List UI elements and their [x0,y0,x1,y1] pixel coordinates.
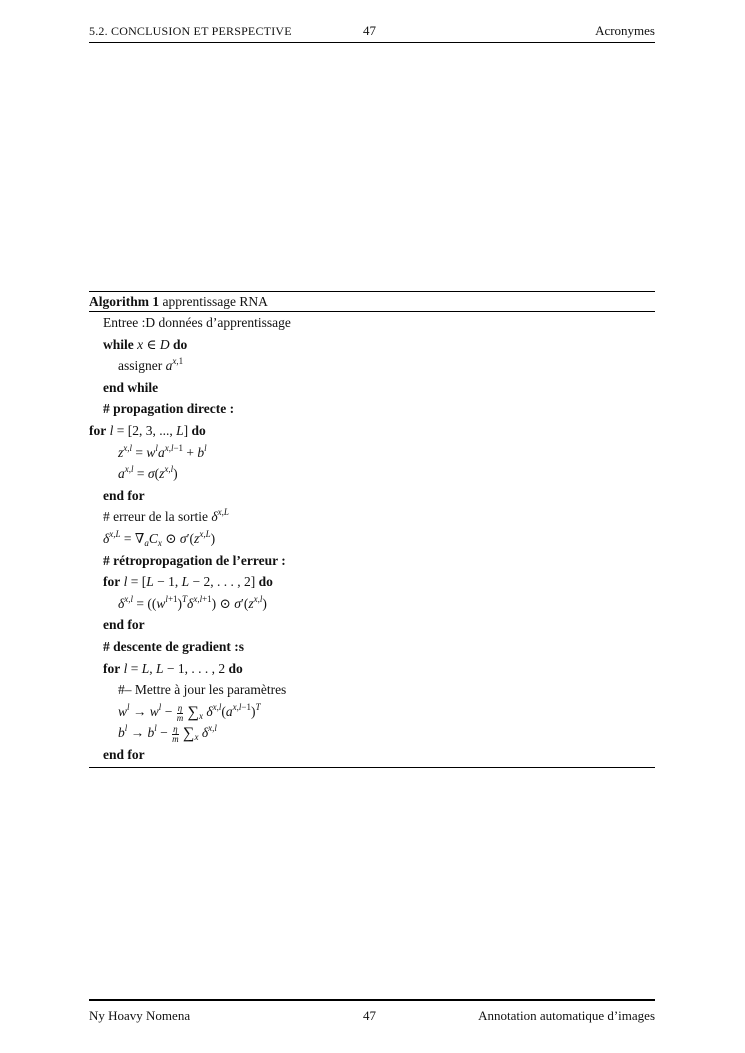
assign-text: assigner [118,358,163,374]
math-for-range-3: l = L, L − 1, . . . , 2 [123,660,226,676]
header-page-number: 47 [363,23,376,38]
math-delta-xl: $\delta^{x,L}$ [211,507,229,525]
algorithm-title: apprentissage RNA [162,294,268,309]
algorithm-label: Algorithm 1 [89,294,160,309]
algo-line-assign [89,357,655,379]
header-chapter: Acronymes [595,23,655,38]
comment-propagation: # propagation directe : [103,401,235,417]
algo-line-while [89,336,655,358]
header-section: 5.2. CONCLUSION ET PERSPECTIVE [89,24,292,38]
running-footer [89,999,655,1023]
algo-line-end-while [89,379,655,401]
algo-line-comment-erreur [89,508,655,530]
algo-line-delta-back [89,595,655,617]
footer-author: Ny Hoavy Nomena [89,1008,191,1023]
algo-line-input [89,314,655,336]
math-for-range-2: l = [L − 1, L − 2, . . . , 2] [123,574,256,590]
algo-line-end-for-2 [89,616,655,638]
algo-line-comment-descente [89,638,655,660]
keyword-end-for: end for [103,487,145,503]
math-while-cond: x ∈ D [137,336,170,352]
math-assign: $a^{x,1}$ [165,356,184,374]
input-text: Entree :D données d’apprentissage [103,315,291,330]
keyword-do: do [173,336,188,352]
algo-line-for-2 [89,573,655,595]
algo-line-delta-output [89,530,655,552]
math-delta-output: $\delta^{x,L} = \nabla_aC_x$ ⊙ $\sigma'(z^{x,L})$ [103,528,216,548]
algo-line-w-update [89,703,655,725]
keyword-do: do [191,422,206,438]
keyword-do: do [258,574,273,590]
running-header [89,22,655,43]
math-b-update: $b^l \to b^l$ − $\frac{\eta}{m}$ $\sum_x$ $\delta^{x,l}$ [118,723,217,745]
algo-line-for-1 [89,422,655,444]
algo-line-for-3 [89,660,655,682]
keyword-end-for: end for [103,617,145,633]
algorithm-caption [89,292,655,312]
footer-title: Annotation automatique d’images [478,1008,655,1023]
algo-line-z [89,444,655,466]
comment-erreur-sortie: # erreur de la sortie [103,509,208,525]
algo-line-comment-update [89,681,655,703]
algo-line-comment-propagation [89,400,655,422]
math-z-eq: $z^{x,l} = w^la^{x,l-1} + b^l$ [118,442,207,460]
algorithm-bottom-rule [89,767,655,768]
footer-page-number: 47 [363,1008,376,1023]
algo-line-end-for-3 [89,746,655,768]
keyword-for: for [89,422,107,438]
algo-line-comment-retro [89,552,655,574]
keyword-end-while: end while [103,379,159,395]
algorithm-block [89,291,655,768]
math-a-eq: $a^{x,l} = \sigma(z^{x,l})$ [118,464,178,482]
keyword-end-for: end for [103,746,145,762]
comment-mettre-a-jour: #– Mettre à jour les paramètres [118,682,287,698]
math-w-update: $w^l \to w^l$ − $\frac{\eta}{m}$ $\sum_x$ $\delta^{x,l}(a^{x,l-1})^T$ [118,701,261,723]
keyword-do: do [228,660,243,676]
math-for-range-1: l = [2, 3, ..., L] [109,422,189,438]
math-delta-back: $\delta^{x,l} = ((w^{l+1})^T\delta^{x,l+1})$ ⊙ $\sigma'(z^{x,l})$ [118,593,267,611]
keyword-for: for [103,574,121,590]
algorithm-body [89,312,655,767]
keyword-while: while [103,336,134,352]
algo-line-end-for-1 [89,487,655,509]
keyword-for: for [103,660,121,676]
algo-line-a [89,465,655,487]
comment-retropropagation: # rétropropagation de l’erreur : [103,552,286,568]
algo-line-b-update [89,724,655,746]
comment-descente: # descente de gradient :s [103,638,244,654]
